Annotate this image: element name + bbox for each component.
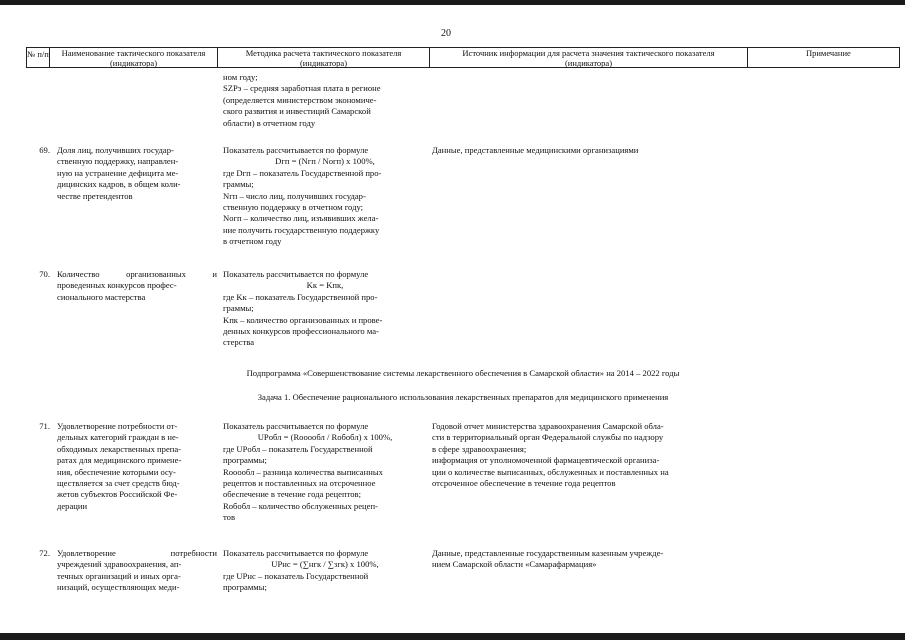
text-line: сионального мастерства	[57, 291, 146, 302]
header-col-name: Наименование тактического показателя (индикатора)	[50, 48, 218, 67]
text-line: где UPобл – показатель Государственной	[223, 443, 373, 454]
indicator-name	[57, 145, 217, 202]
row-number: 72.	[39, 548, 50, 558]
header-col-num: № п/п	[26, 48, 50, 67]
indicator-name	[57, 421, 217, 512]
indicator-name	[57, 269, 217, 303]
text-line: области) в отчетном году	[223, 117, 316, 128]
text-line: дицинских кадров, в общем коли-	[57, 179, 181, 190]
text-line: ния, обеспечение которыми осу-	[57, 466, 176, 477]
text-line: программы;	[223, 455, 267, 466]
text-line: Данные, представленные государственным казенным учрежде-	[432, 548, 664, 558]
text-line: Rооообл – разница количества выписанных	[223, 466, 383, 477]
text-line: ственную поддержку в отчетном году;	[223, 202, 364, 213]
information-source	[432, 421, 736, 489]
text-line: SZPэ – средняя заработная плата в регионе	[223, 83, 381, 94]
top-border	[0, 0, 905, 5]
text-line: ственную поддержку, направлен-	[57, 156, 179, 167]
row-number: 70.	[39, 269, 50, 279]
text-line: учреждений здравоохранения, ап-	[57, 559, 182, 570]
text-line: Nогп – количество лиц, изъявивших жела-	[223, 213, 379, 224]
calculation-method	[223, 421, 427, 524]
text-line: сти в территориальный орган Федеральной службы по надзору	[432, 432, 664, 443]
text-line: где Dгп – показатель Государственной про-	[223, 167, 382, 178]
method-intro: Показатель рассчитывается по формуле	[223, 269, 369, 279]
text-line: в сфере здравоохранения;	[432, 443, 527, 454]
text-line: ции о количестве выписанных, обслуженных и поставленных на	[432, 466, 669, 477]
text-line: обходимых лекарственных препа-	[57, 443, 182, 454]
text-line: честве претендентов	[57, 190, 133, 201]
text-line: дерации	[57, 500, 88, 511]
text-line: граммы;	[223, 303, 254, 314]
text-line: ние получить государственную поддержку	[223, 224, 380, 235]
text-line: граммы;	[223, 179, 254, 190]
text-line: обеспечение в течение года рецептов;	[223, 489, 361, 500]
text-line: ную на устранение дефицита ме-	[57, 167, 179, 178]
carryover-method	[223, 72, 425, 129]
text-line: денных конкурсов профессионального ма-	[223, 326, 379, 337]
method-intro: Показатель рассчитывается по формуле	[223, 421, 369, 431]
row-number: 69.	[39, 145, 50, 155]
indicator-name	[57, 548, 217, 594]
text-line: низаций, осуществляющих меди-	[57, 582, 180, 593]
text-line: Nгп – число лиц, получивших государ-	[223, 190, 366, 201]
text-line: жетов субъектов Российской Фе-	[57, 489, 178, 500]
text-line: где Kк – показатель Государственной про-	[223, 291, 378, 302]
text-line: Удовлетворение потребности	[57, 548, 217, 558]
text-line: ном году;	[223, 72, 258, 82]
text-line: отсроченное обеспечение в течение года рецептов	[432, 478, 616, 489]
text-line: в отчетном году	[223, 236, 282, 247]
text-line: Удовлетворение потребности от-	[57, 421, 178, 431]
formula: UPнс = (∑нгк / ∑згк) x 100%,	[271, 559, 379, 570]
subprogram-title: Подпрограмма «Совершенствование системы лекарственного обеспечения в Самарской области» на 2014 – 2022 годы	[246, 368, 680, 378]
text-line: тов	[223, 512, 235, 523]
row-number: 71.	[39, 421, 50, 431]
table-header	[26, 47, 900, 68]
text-line: где UPнс – показатель Государственной	[223, 570, 369, 581]
task-title: Задача 1. Обеспечение рационального использования лекарственных препаратов для медицинского применения	[257, 392, 669, 402]
text-line: ского развития и инвестиций Самарской	[223, 106, 371, 117]
text-line: Доля лиц, получивших государ-	[57, 145, 174, 155]
formula: UPобл = (Rооообл / Rобобл) x 100%,	[257, 432, 393, 443]
text-line: информация от уполномоченной фармацевтической организа-	[432, 455, 660, 466]
header-col-source: Источник информации для расчета значения тактического показателя (индикатора)	[430, 48, 748, 67]
calculation-method	[223, 145, 427, 248]
text-line: нием Самарской области «Самарафармация»	[432, 559, 597, 570]
page-number: 20	[441, 28, 451, 39]
information-source	[432, 548, 736, 571]
text-line: Годовой отчет министерства здравоохранения Самарской обла-	[432, 421, 664, 431]
text-line: дельных категорий граждан в не-	[57, 432, 179, 443]
text-line: проведенных конкурсов профес-	[57, 280, 177, 291]
text-line: стерства	[223, 337, 255, 348]
information-source	[432, 145, 732, 156]
calculation-method	[223, 269, 427, 349]
text-line: Kпк – количество организованных и прове-	[223, 314, 383, 325]
calculation-method	[223, 548, 427, 594]
method-intro: Показатель рассчитывается по формуле	[223, 145, 369, 155]
text-line: ратах для медицинского примене-	[57, 455, 182, 466]
formula: Dгп = (Nгп / Nогп) x 100%,	[275, 156, 375, 167]
text-line: ществляется за счет средств бюд-	[57, 478, 180, 489]
formula: Kк = Kпк,	[306, 280, 344, 291]
text-line: течных организаций и иных орга-	[57, 570, 181, 581]
bottom-border	[0, 633, 905, 640]
text-line: Данные, представленные медицинскими организациями	[432, 145, 639, 155]
text-line: программы;	[223, 582, 267, 593]
text-line: рецептов и поставленных на отсроченное	[223, 478, 376, 489]
text-line: Rобобл – количество обслуженных рецеп-	[223, 500, 378, 511]
text-line: (определяется министерством экономиче-	[223, 94, 377, 105]
text-line: Количество организованных и	[57, 269, 217, 279]
header-col-note: Примечание	[748, 48, 900, 67]
header-col-method: Методика расчета тактического показателя (индикатора)	[218, 48, 430, 67]
method-intro: Показатель рассчитывается по формуле	[223, 548, 369, 558]
